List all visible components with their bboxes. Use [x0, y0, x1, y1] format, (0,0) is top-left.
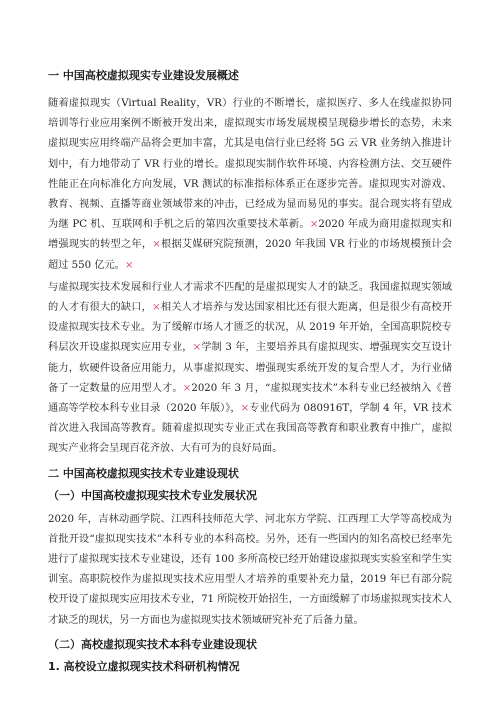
subsection-2-1-heading: （一）中国高校虚拟现实技术专业发展状况: [48, 488, 257, 502]
note-mark: ×: [240, 403, 250, 415]
text-run: 与虚拟现实技术发展和行业人才需求不匹配的是虚拟现实人才的缺乏。我国虚拟现实领域的人才有很大的缺口，: [48, 281, 452, 314]
text-run: 学制 3 年，主要培养具有虚拟现实、增强现实交互设计能力，软硬件设备应用能力，从事虚拟现实、增强现实系统开发的复合型人才，为行业储备了一定数量的应用型人才。: [48, 342, 452, 394]
note-mark: ×: [309, 219, 319, 231]
note-mark: ×: [124, 259, 134, 271]
note-mark: ×: [152, 302, 161, 314]
text-run: 根据艾媒研究院预测，2020 年我国 VR 行业的市场规模预计会超过 550 亿元。: [48, 239, 452, 271]
note-mark: ×: [192, 342, 202, 354]
subsection-2-1-paragraph: 2020 年，吉林动画学院、江西科技师范大学、河北东方学院、江西理工大学等高校成为首批开设“虚拟现实技术”本科专业的本科高校。另外，还有一些国内的知名高校已经率先进行了虚拟现实技术专业建设，还有 100 多所高校已经开始建设虚拟现实实验室和学生实训室。高职院校作为虚拟现实技术应用型人才培养的重要补充力量，2019 年已有部分院校开设了虚拟现实应用技术专业，71 所院校开始招生，一方面缓解了市场虚拟现实技术人才缺乏的现状，另一方面也为虚拟现实技术领域研究补充了后备力量。: [48, 513, 452, 626]
text-run: 相关人才培养与发达国家相比还有很大距离，但是很少有高校开设虚拟现实技术专业。为了缓解市场人才匮乏的状况，从 2019 年开始，全国高职院校专科层次开设虚拟现实应用专业，: [48, 302, 453, 354]
section-1-paragraph-1: [48, 94, 452, 276]
text-run: 2020 年 3 月，“虚拟现实技术”本科专业已经被纳入《普通高等学校本科专业目录（2020 年版）》，: [48, 382, 452, 415]
note-mark: ×: [182, 382, 192, 394]
section-1-heading: 一 中国高校虚拟现实专业建设发展概述: [48, 69, 239, 82]
text-run: 2020 年成为商用虚拟现实和增强现实的转型之年，: [48, 219, 452, 251]
text-run: 随着虚拟现实（Virtual Reality，VR）行业的不断增长，虚拟医疗、多人在线虚拟协同培训等行业应用案例不断被开发出来，虚拟现实市场发展规模呈现稳步增长的态势，未来虚拟现实应用终端产品将会更加丰富，尤其是电信行业已经将 5G 云 VR 业务纳入推进计划中，有力地带动了 VR 行业的增长。虚拟现实制作软件环境、内容检测方法、交互硬件性能正在向标准化方向发展，VR 测试的标准指标体系正在逐步完善。虚拟现实对游戏、教育、视频、直播等商业领域带来的冲击，已经成为显而易见的事实。混合现实将有望成为继 PC 机、互联网和手机之后的第四次重要技术革新。: [48, 98, 452, 231]
subsection-2-2-heading: （二）高校虚拟现实技术本科专业建设现状: [48, 637, 257, 651]
section-1-paragraph-2: [48, 278, 452, 460]
section-2-heading: 二 中国高校虚拟现实技术专业建设现状: [48, 466, 239, 480]
note-mark: ×: [152, 239, 161, 251]
text-run: 专业代码为 080916T，学制 4 年，VR 技术首次进入我国高等教育。随着虚拟现实专业正式在我国高等教育和职业教育中推广，虚拟现实产业将会呈现百花齐放、大有可为的良好局面。: [48, 403, 452, 455]
item-2-2-1-heading: 1. 高校设立虚拟现实技术科研机构情况: [48, 659, 240, 673]
